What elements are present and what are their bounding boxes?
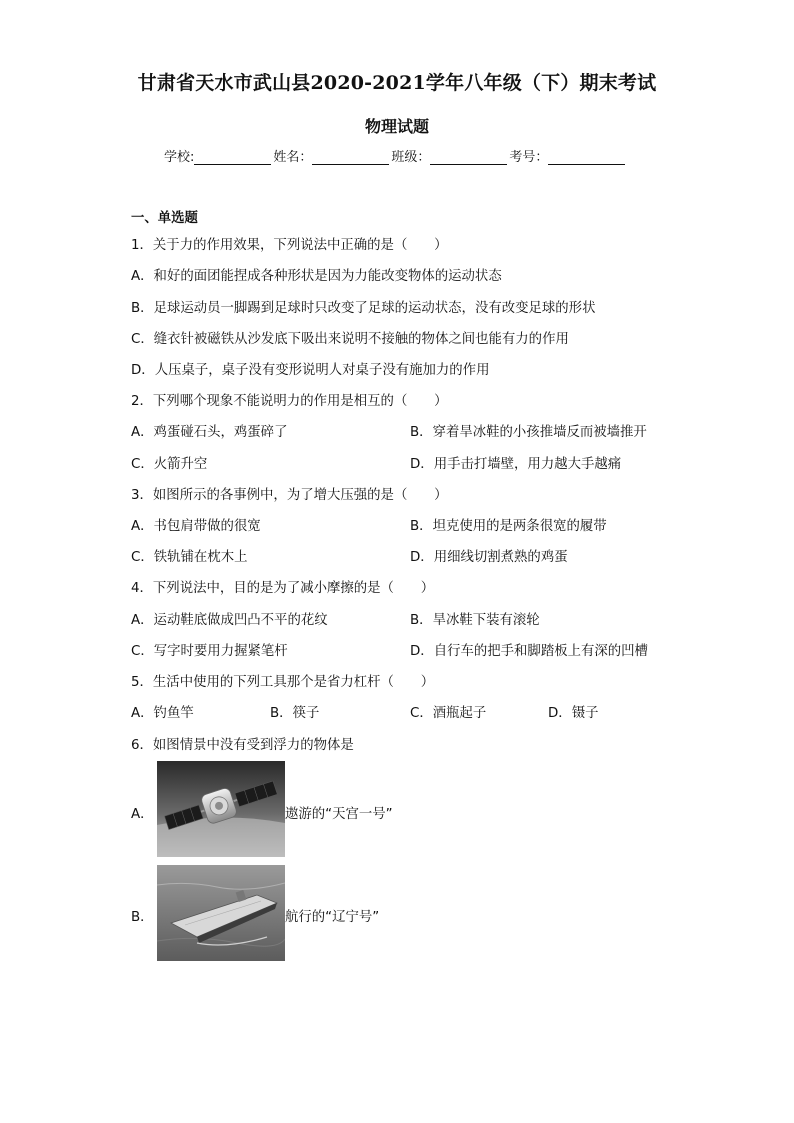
q2-stem: 2．下列哪个现象不能说明力的作用是相互的（ ） [131,394,448,409]
exam-no-label: 考号： [509,150,549,165]
space-station-picture [157,761,285,857]
q5-stem: 5．生活中使用的下列工具那个是省力杠杆（ ） [131,675,435,690]
q2-option-a: A．鸡蛋碰石头，鸡蛋碎了 [131,425,288,440]
q3-option-c: C．铁轨铺在枕木上 [131,550,248,565]
q6-option-a-caption: 遨游的“天宫一号” [285,807,393,822]
q4-stem: 4．下列说法中，目的是为了减小摩擦的是（ ） [131,581,435,596]
q1-stem: 1．关于力的作用效果，下列说法中正确的是（ ） [131,238,448,253]
q6-option-b-letter: B． [131,910,154,925]
q1-option-b: B．足球运动员一脚踢到足球时只改变了足球的运动状态，没有改变足球的形状 [131,301,596,316]
q5-option-a: A．钓鱼竿 [131,706,194,721]
class-field[interactable] [430,150,507,165]
q2-option-c: C．火箭升空 [131,457,208,472]
school-field[interactable] [194,150,271,165]
q2-option-b: B．穿着旱冰鞋的小孩推墙反而被墙推开 [410,425,647,440]
q6-option-a-letter: A． [131,807,154,822]
tiangong-image [157,761,285,857]
name-label: 姓名： [273,150,313,165]
q3-stem: 3．如图所示的各事例中，为了增大压强的是（ ） [131,488,448,503]
q3-option-a: A．书包肩带做的很宽 [131,519,261,534]
q1-option-d: D．人压桌子，桌子没有变形说明人对桌子没有施加力的作用 [131,363,490,378]
q6-option-b-caption: 航行的“辽宁号” [285,910,380,925]
q5-option-d: D．镊子 [548,706,599,721]
aircraft-carrier-picture [157,865,285,961]
q3-option-b: B．坦克使用的是两条很宽的履带 [410,519,607,534]
section-heading: 一、单选题 [131,211,198,226]
q4-option-b: B．旱冰鞋下装有滚轮 [410,613,540,628]
q3-option-d: D．用细线切割煮熟的鸡蛋 [410,550,568,565]
q1-option-a: A．和好的面团能捏成各种形状是因为力能改变物体的运动状态 [131,269,502,284]
q5-option-c: C．酒瓶起子 [410,706,487,721]
school-label: 学校: [164,150,195,165]
q4-option-c: C．写字时要用力握紧笔杆 [131,644,288,659]
exam-title: 甘肃省天水市武山县2020-2021学年八年级（下）期末考试 [137,72,657,94]
q4-option-a: A．运动鞋底做成凹凸不平的花纹 [131,613,328,628]
exam-subtitle: 物理试题 [364,117,429,136]
q1-option-c: C．缝衣针被磁铁从沙发底下吸出来说明不接触的物体之间也能有力的作用 [131,332,569,347]
class-label: 班级： [391,150,431,165]
q2-option-d: D．用手击打墙壁，用力越大手越痛 [410,457,622,472]
q4-option-d: D．自行车的把手和脚踏板上有深的凹槽 [410,644,648,659]
liaoning-carrier-image [157,865,285,961]
exam-no-field[interactable] [548,150,625,165]
q6-stem: 6．如图情景中没有受到浮力的物体是 [131,738,354,753]
name-field[interactable] [312,150,389,165]
student-info-row [164,146,627,165]
q5-option-b: B．筷子 [270,706,320,721]
